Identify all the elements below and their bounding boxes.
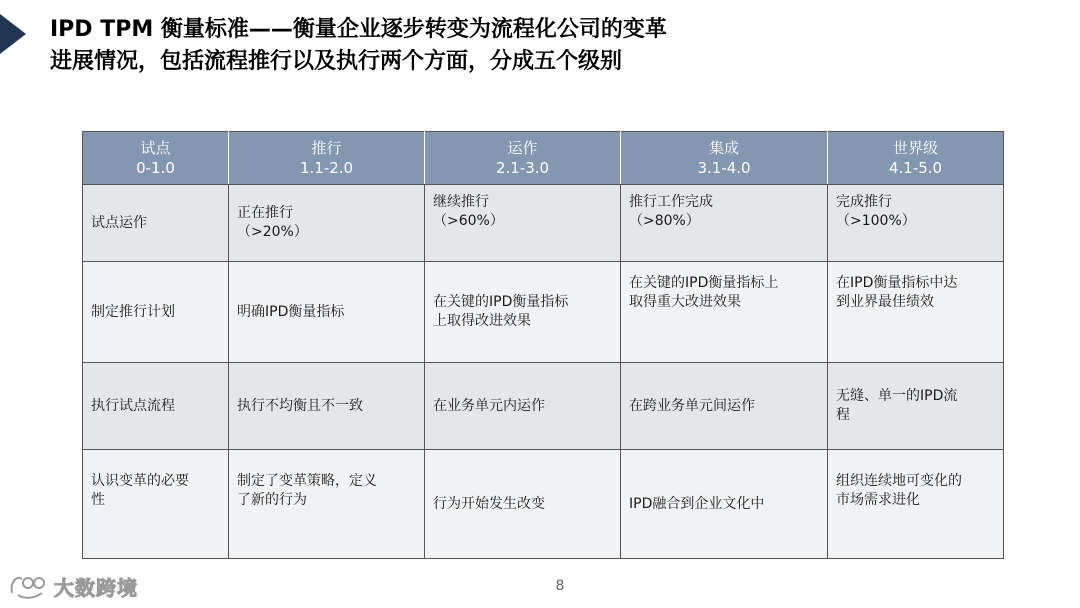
title-line-2: 进展情况，包括流程推行以及执行两个方面，分成五个级别 bbox=[50, 49, 623, 74]
table-cell: 组织连续地可变化的 市场需求进化 bbox=[828, 450, 1004, 559]
table-header-row bbox=[83, 132, 1004, 185]
table-cell: 在关键的IPD衡量指标上 取得重大改进效果 bbox=[621, 262, 828, 363]
header-level-4 bbox=[621, 132, 828, 185]
table-cell: IPD融合到企业文化中 bbox=[621, 450, 828, 559]
header-range: 0-1.0 bbox=[136, 159, 175, 177]
header-range: 2.1-3.0 bbox=[495, 159, 550, 177]
header-level-5 bbox=[828, 132, 1004, 185]
table-row bbox=[83, 185, 1004, 262]
table-row bbox=[83, 363, 1004, 450]
table-cell: 无缝、单一的IPD流 程 bbox=[828, 363, 1004, 450]
slide-marker-arrow bbox=[0, 14, 26, 54]
table-cell: 在IPD衡量指标中达 到业界最佳绩效 bbox=[828, 262, 1004, 363]
watermark-text: 大数跨境 bbox=[54, 575, 138, 600]
table-cell: 完成推行 （>100%） bbox=[828, 185, 1004, 262]
watermark bbox=[8, 570, 138, 602]
header-range: 1.1-2.0 bbox=[299, 159, 354, 177]
table-cell: 制定推行计划 bbox=[83, 262, 229, 363]
table-row bbox=[83, 450, 1004, 559]
table-cell: 认识变革的必要 性 bbox=[83, 450, 229, 559]
header-range: 4.1-5.0 bbox=[888, 159, 943, 177]
slide-title bbox=[50, 14, 1050, 78]
tpm-level-table bbox=[82, 131, 1004, 559]
table-cell: 推行工作完成 （>80%） bbox=[621, 185, 828, 262]
table-cell: 行为开始发生改变 bbox=[425, 450, 621, 559]
page-number: 8 bbox=[555, 578, 565, 594]
header-name: 推行 bbox=[311, 139, 342, 157]
table-cell: 试点运作 bbox=[83, 185, 229, 262]
header-name: 运作 bbox=[507, 139, 538, 157]
table-cell: 在跨业务单元间运作 bbox=[621, 363, 828, 450]
table-cell: 在业务单元内运作 bbox=[425, 363, 621, 450]
table-cell: 正在推行 （>20%） bbox=[229, 185, 425, 262]
header-level-2 bbox=[229, 132, 425, 185]
header-name: 集成 bbox=[708, 139, 739, 157]
header-name: 试点 bbox=[140, 139, 171, 157]
header-range: 3.1-4.0 bbox=[697, 159, 751, 177]
table-cell: 继续推行 （>60%） bbox=[425, 185, 621, 262]
header-name: 世界级 bbox=[892, 139, 938, 157]
header-level-3 bbox=[425, 132, 621, 185]
table-cell: 明确IPD衡量指标 bbox=[229, 262, 425, 363]
table-cell: 制定了变革策略，定义 了新的行为 bbox=[229, 450, 425, 559]
table-cell: 在关键的IPD衡量指标 上取得改进效果 bbox=[425, 262, 621, 363]
title-line-1: IPD TPM 衡量标准——衡量企业逐步转变为流程化公司的变革 bbox=[50, 17, 667, 42]
header-level-1 bbox=[83, 132, 229, 185]
table-row bbox=[83, 262, 1004, 363]
watermark-logo-icon bbox=[8, 571, 50, 601]
table-cell: 执行不均衡且不一致 bbox=[229, 363, 425, 450]
table-cell: 执行试点流程 bbox=[83, 363, 229, 450]
